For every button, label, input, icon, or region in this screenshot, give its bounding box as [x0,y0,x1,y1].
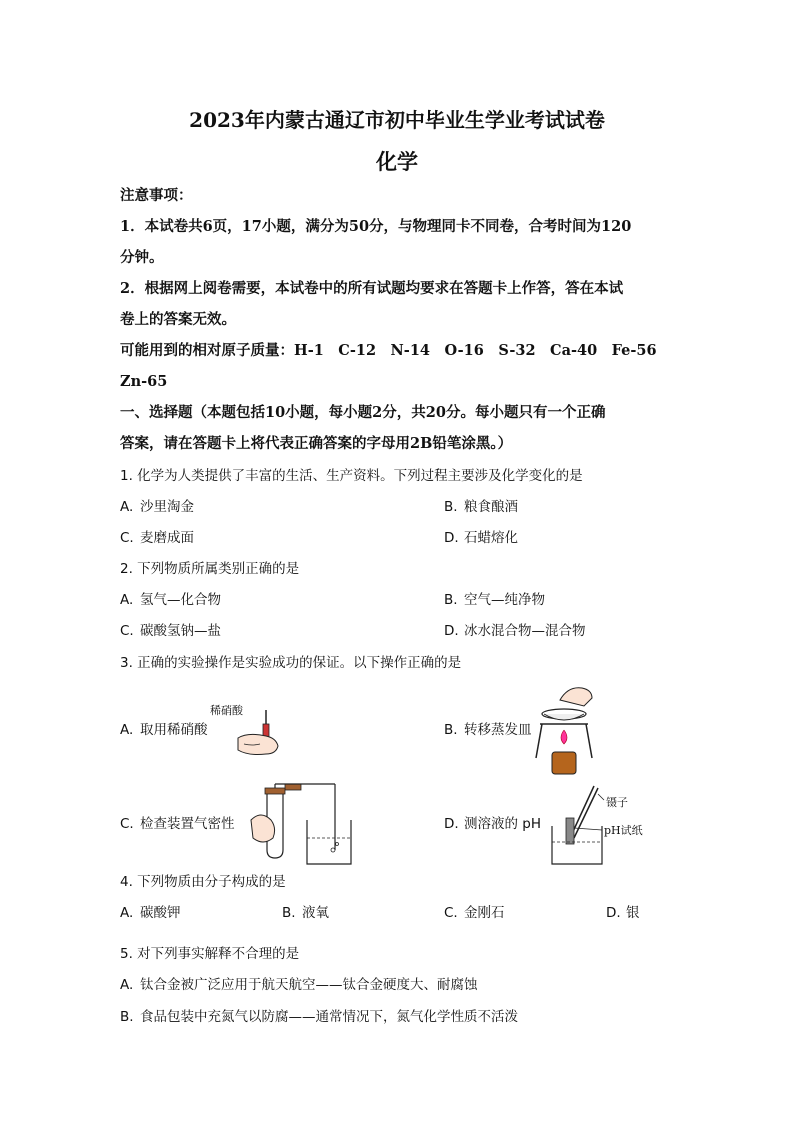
note-1-line-1: 1．本试卷共6页，17小题，满分为50分，与物理同卡不同卷，合考时间为120 [120,218,632,235]
question-2-stem: 2. 下列物质所属类别正确的是 [120,561,300,577]
q4-option-d: D. 银 [606,905,640,921]
q5-option-b: B. 食品包装中充氮气以防腐——通常情况下，氮气化学性质不活泼 [120,1009,518,1025]
note-2-line-2: 卷上的答案无效。 [120,311,236,328]
atomic-mass-line-1: 可能用到的相对原子质量：H-1 C-12 N-14 O-16 S-32 Ca-40 Fe-56 [120,342,657,359]
q3-option-c: C. 检查装置气密性 [120,816,235,832]
q2-option-a: A. 氢气—化合物 [120,592,221,608]
note-2-line-1: 2．根据网上阅卷需要，本试卷中的所有试题均要求在答题卡上作答，答在本试 [120,280,624,297]
atomic-mass-line-2: Zn-65 [120,373,168,390]
acid-label: 稀硝酸 [210,704,243,717]
question-4-stem: 4. 下列物质由分子构成的是 [120,874,286,890]
q2-option-b: B. 空气—纯净物 [444,592,545,608]
q3-option-a: A. 取用稀硝酸 [120,722,208,738]
q1-option-d: D. 石蜡熔化 [444,530,518,546]
subject-title: 化学 [376,149,418,174]
q2-option-d: D. 冰水混合物—混合物 [444,623,586,639]
q4-option-a: A. 碳酸钾 [120,905,181,921]
figure-b-evaporating-dish [530,680,600,780]
q1-option-a: A. 沙里淘金 [120,499,194,515]
exam-title: 2023年内蒙古通辽市初中毕业生学业考试试卷 [189,108,605,132]
q1-option-c: C. 麦磨成面 [120,530,194,546]
question-3-stem: 3. 正确的实验操作是实验成功的保证。以下操作正确的是 [120,655,462,671]
dropper-hand-illustration [208,700,288,760]
q2-option-c: C. 碳酸氢钠—盐 [120,623,221,639]
notes-heading: 注意事项： [120,187,193,204]
ph-paper-label: pH试纸 [604,824,643,837]
figure-a-dropper [208,700,288,760]
figure-d-ph-test [548,782,658,870]
question-5-stem: 5. 对下列事实解释不合理的是 [120,946,300,962]
question-1-stem: 1. 化学为人类提供了丰富的生活、生产资料。下列过程主要涉及化学变化的是 [120,468,583,484]
figure-c-airtightness-setup [245,780,355,868]
section-1-line-2: 答案，请在答题卡上将代表正确答案的字母用2B铅笔涂黑。） [120,435,513,452]
tweezers-label: 镊子 [606,796,628,809]
q3-option-b: B. 转移蒸发皿 [444,722,532,738]
q4-option-b: B. 液氧 [282,905,329,921]
section-1-line-1: 一、选择题（本题包括10小题，每小题2分，共20分。每小题只有一个正确 [120,404,606,421]
q1-option-b: B. 粮食酿酒 [444,499,518,515]
note-1-line-2: 分钟。 [120,249,164,266]
q5-option-a: A. 钛合金被广泛应用于航天航空——钛合金硬度大、耐腐蚀 [120,977,478,993]
q3-option-d: D. 测溶液的 pH [444,816,542,832]
q4-option-c: C. 金刚石 [444,905,505,921]
